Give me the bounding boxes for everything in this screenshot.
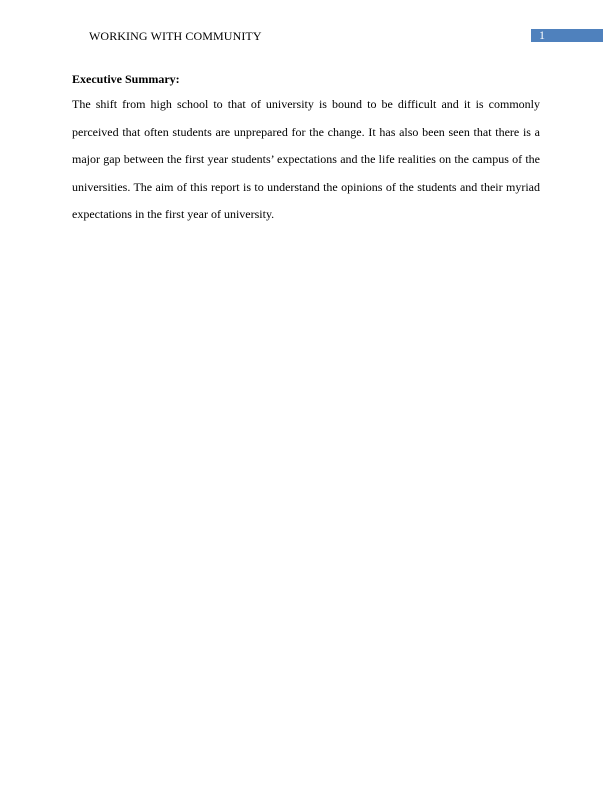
running-head-title: WORKING WITH COMMUNITY: [89, 29, 262, 43]
body-paragraph: The shift from high school to that of university is bound to be difficult and it is commonly perceived that often students are unprepared for the change. It has also been seen that there is a major gap between the first year students’ expectations and the life realities on the campus of the universities. The aim of this report is to understand the opinions of the students and their myriad expectations in the first year of university.: [72, 97, 540, 222]
page-number-badge: [531, 29, 603, 42]
section-heading: Executive Summary:: [72, 72, 180, 86]
page-number: 1: [539, 28, 545, 42]
document-body: [72, 71, 540, 229]
